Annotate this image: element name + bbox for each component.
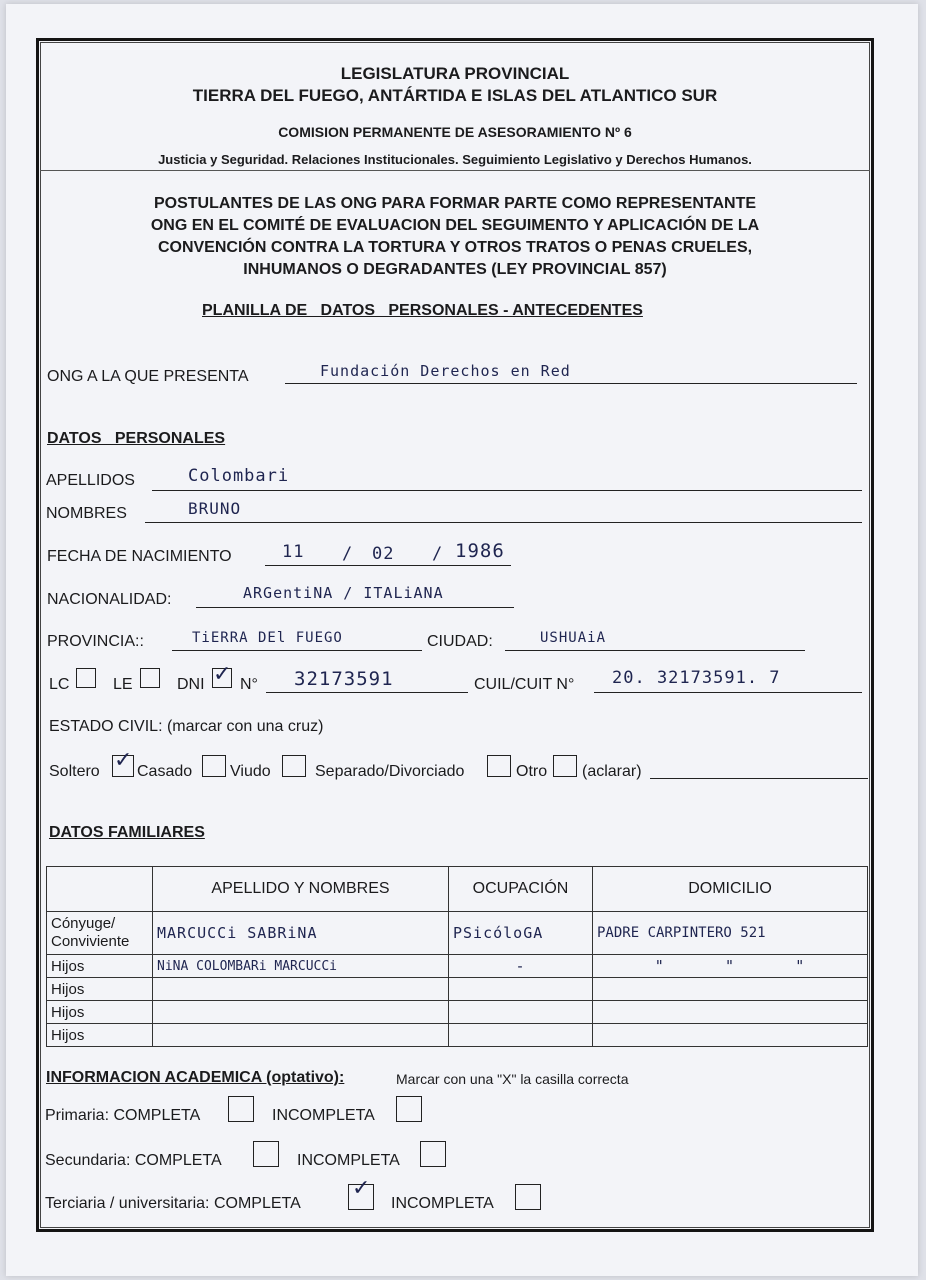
primaria-label: Primaria: COMPLETA [45,1107,201,1124]
terciaria-incompleta-checkbox[interactable] [515,1184,541,1210]
provincia-line [172,650,422,651]
title-line1: POSTULANTES DE LAS ONG PARA FORMAR PARTE COMO REPRESENTANTE [153,195,757,212]
relation-cell: Cónyuge/ Conviviente [47,912,153,955]
otro-checkbox[interactable] [553,755,577,777]
title-line2: ONG EN EL COMITÉ DE EVALUACION DEL SEGUIMENTO Y APLICACIÓN DE LA [150,217,760,234]
secundaria-incompleta-label: INCOMPLETA [297,1152,400,1169]
relation-cell: Hijos [47,1001,153,1024]
nombre-cell[interactable]: MARCUCCi SABRiNA [153,912,449,955]
table-row [47,1024,868,1047]
title-line4: INHUMANOS O DEGRADANTES (LEY PROVINCIAL 857) [243,261,667,278]
nombre-cell[interactable] [153,1001,449,1024]
fecha-sep1: / [342,544,354,564]
nombres-label: NOMBRES [46,505,127,522]
ocupacion-cell[interactable]: - [449,955,593,978]
soltero-check-mark: ✓ [114,748,133,773]
nacionalidad-line [196,607,514,608]
viudo-checkbox[interactable] [282,755,306,777]
primaria-incompleta-label: INCOMPLETA [272,1107,375,1124]
secundaria-label: Secundaria: COMPLETA [45,1152,222,1169]
domicilio-cell[interactable]: PADRE CARPINTERO 521 [593,912,868,955]
ong-value[interactable]: Fundación Derechos en Red [320,362,571,380]
lc-checkbox[interactable] [76,668,96,688]
terciaria-label: Terciaria / universitaria: COMPLETA [45,1195,301,1212]
aclarar-line[interactable] [650,778,868,779]
ocupacion-cell[interactable] [449,978,593,1001]
ong-line [285,383,857,384]
title-line3: CONVENCIÓN CONTRA LA TORTURA Y OTROS TRATOS O PENAS CRUELES, [157,239,753,256]
relation-cell: Hijos [47,978,153,1001]
nombres-line [145,522,862,523]
domicilio-cell[interactable] [593,1024,868,1047]
viudo-label: Viudo [230,763,271,780]
domicilio-cell[interactable] [593,1001,868,1024]
commission-name: COMISION PERMANENTE DE ASESORAMIENTO Nº 6 [278,124,632,140]
le-label: LE [113,676,133,693]
table-row [47,978,868,1001]
fecha-mes[interactable]: 02 [372,544,395,564]
lc-label: LC [49,676,70,693]
ocupacion-cell[interactable] [449,1024,593,1047]
nombres-value[interactable]: BRUNO [188,499,242,518]
ciudad-label: CIUDAD: [427,633,493,650]
nombre-cell[interactable]: NiNA COLOMBARi MARCUCCi [153,955,449,978]
ocupacion-cell[interactable]: PSicóloGA [449,912,593,955]
header-divider [40,170,870,171]
table-row [47,1001,868,1024]
apellidos-line [152,490,862,491]
cuil-label: CUIL/CUIT N° [474,676,575,693]
separado-checkbox[interactable] [487,755,511,777]
ocupacion-cell[interactable] [449,1001,593,1024]
nombre-cell[interactable] [153,1024,449,1047]
primaria-incompleta-checkbox[interactable] [396,1096,422,1122]
fecha-anio[interactable]: 1986 [455,540,505,562]
domicilio-cell[interactable]: " " " [593,955,868,978]
header-line2: TIERRA DEL FUEGO, ANTÁRTIDA E ISLAS DEL ATLANTICO SUR [192,86,718,105]
soltero-label: Soltero [49,763,100,780]
otro-label: Otro [516,763,548,780]
dni-check-mark: ✓ [213,662,232,687]
primaria-completa-checkbox[interactable] [228,1096,254,1122]
le-checkbox[interactable] [140,668,160,688]
cuil-line [594,692,862,693]
familia-table [46,866,868,1047]
dni-number-label: N° [240,676,258,693]
dni-value[interactable]: 32173591 [294,668,394,690]
dni-line [266,692,468,693]
provincia-label: PROVINCIA:: [47,633,144,650]
relation-cell: Hijos [47,1024,153,1047]
dni-label: DNI [177,676,205,693]
academica-heading: INFORMACION ACADEMICA (optativo): [46,1069,345,1086]
header-line1: LEGISLATURA PROVINCIAL [340,64,570,83]
academica-hint: Marcar con una "X" la casilla correcta [396,1071,629,1087]
table-row [47,955,868,978]
ciudad-value[interactable]: USHUAiA [540,630,607,646]
nombre-cell[interactable] [153,978,449,1001]
nacionalidad-label: NACIONALIDAD: [47,591,172,608]
table-header-ocupacion: OCUPACIÓN [449,867,593,912]
casado-label: Casado [137,763,193,780]
table-header-relation [47,867,153,912]
nacionalidad-value[interactable]: ARGentiNA / ITALiANA [243,584,444,602]
aclarar-label: (aclarar) [582,763,642,780]
cuil-value[interactable]: 20. 32173591. 7 [612,668,781,688]
ciudad-line [505,650,805,651]
fecha-sep2: / [432,544,444,564]
apellidos-value[interactable]: Colombari [188,466,290,486]
personal-heading: DATOS PERSONALES [47,430,226,447]
familia-heading: DATOS FAMILIARES [49,824,205,841]
estado-civil-label: ESTADO CIVIL: (marcar con una cruz) [49,718,324,735]
provincia-value[interactable]: TiERRA DEl FUEGO [192,630,343,646]
fecha-line [265,565,511,566]
terciaria-check-mark: ✓ [352,1176,371,1201]
apellidos-label: APELLIDOS [46,472,135,489]
terciaria-incompleta-label: INCOMPLETA [391,1195,494,1212]
secundaria-completa-checkbox[interactable] [253,1141,279,1167]
domicilio-cell[interactable] [593,978,868,1001]
relation-cell: Hijos [47,955,153,978]
fecha-dia[interactable]: 11 [282,542,305,562]
planilla-title: PLANILLA DE DATOS PERSONALES - ANTECEDENTES [202,302,643,319]
casado-checkbox[interactable] [202,755,226,777]
secundaria-incompleta-checkbox[interactable] [420,1141,446,1167]
table-row [47,912,868,955]
table-header-nombres: APELLIDO Y NOMBRES [153,867,449,912]
table-header-domicilio: DOMICILIO [593,867,868,912]
separado-label: Separado/Divorciado [315,763,465,780]
ong-label: ONG A LA QUE PRESENTA [47,368,249,385]
fecha-label: FECHA DE NACIMIENTO [47,548,232,565]
commission-subtitle: Justicia y Seguridad. Relaciones Institucionales. Seguimiento Legislativo y Derechos Humanos. [158,152,752,167]
